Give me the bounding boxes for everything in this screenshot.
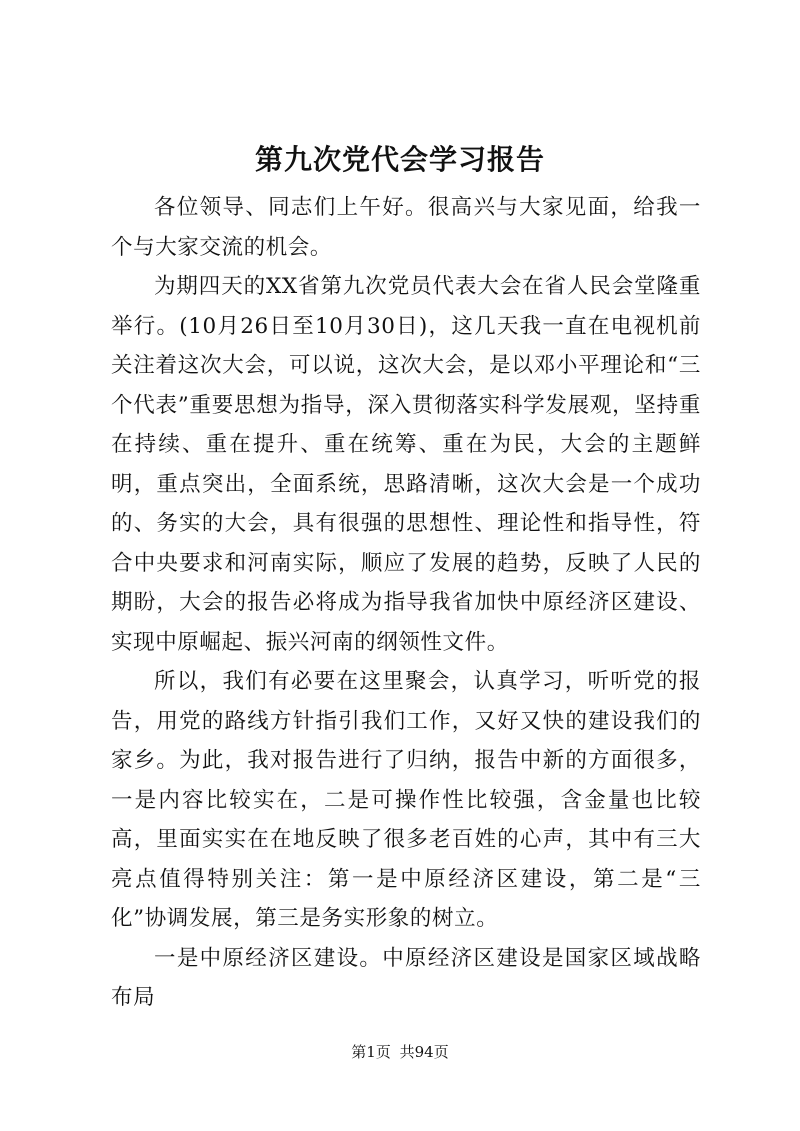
page-number: 第1页 — [351, 1043, 391, 1061]
paragraph-economic-zone: 一是中原经济区建设。中原经济区建设是国家区域战略布局 — [111, 945, 701, 1010]
page-footer — [0, 1042, 800, 1062]
document-body — [111, 188, 701, 1018]
paragraph-greeting: 各位领导、同志们上午好。很高兴与大家见面，给我一个与大家交流的机会。 — [111, 195, 701, 260]
page-total: 共94页 — [399, 1043, 449, 1061]
document-title: 第九次党代会学习报告 — [254, 143, 545, 176]
paragraph-congress-summary: 为期四天的XX省第九次党员代表大会在省人民会堂隆重举行。(10月26日至10月30日)，这几天我一直在电视机前关注着这次大会，可以说，这次大会，是以邓小平理论和“三个代表”重要思想为指导，深入贯彻落实科学发展观，坚持重在持续、重在提升、重在统筹、重在为民，大会的主题鲜明，重点突出，全面系统，思路清晰，这次大会是一个成功的、务实的大会，具有很强的思想性、理论性和指导性，符合中央要求和河南实际，顺应了发展的趋势，反映了人民的期盼，大会的报告必将成为指导我省加快中原经济区建设、实现中原崛起、振兴河南的纲领性文件。 — [111, 274, 701, 655]
paragraph-report-highlights: 所以，我们有必要在这里聚会，认真学习，听听党的报告，用党的路线方针指引我们工作，又好又快的建设我们的家乡。为此，我对报告进行了归纳，报告中新的方面很多，一是内容比较实在，二是可操作性比较强，含金量也比较高，里面实实在在地反映了很多老百姓的心声，其中有三大亮点值得特别关注：第一是中原经济区建设，第二是“三化”协调发展，第三是务实形象的树立。 — [111, 669, 701, 931]
